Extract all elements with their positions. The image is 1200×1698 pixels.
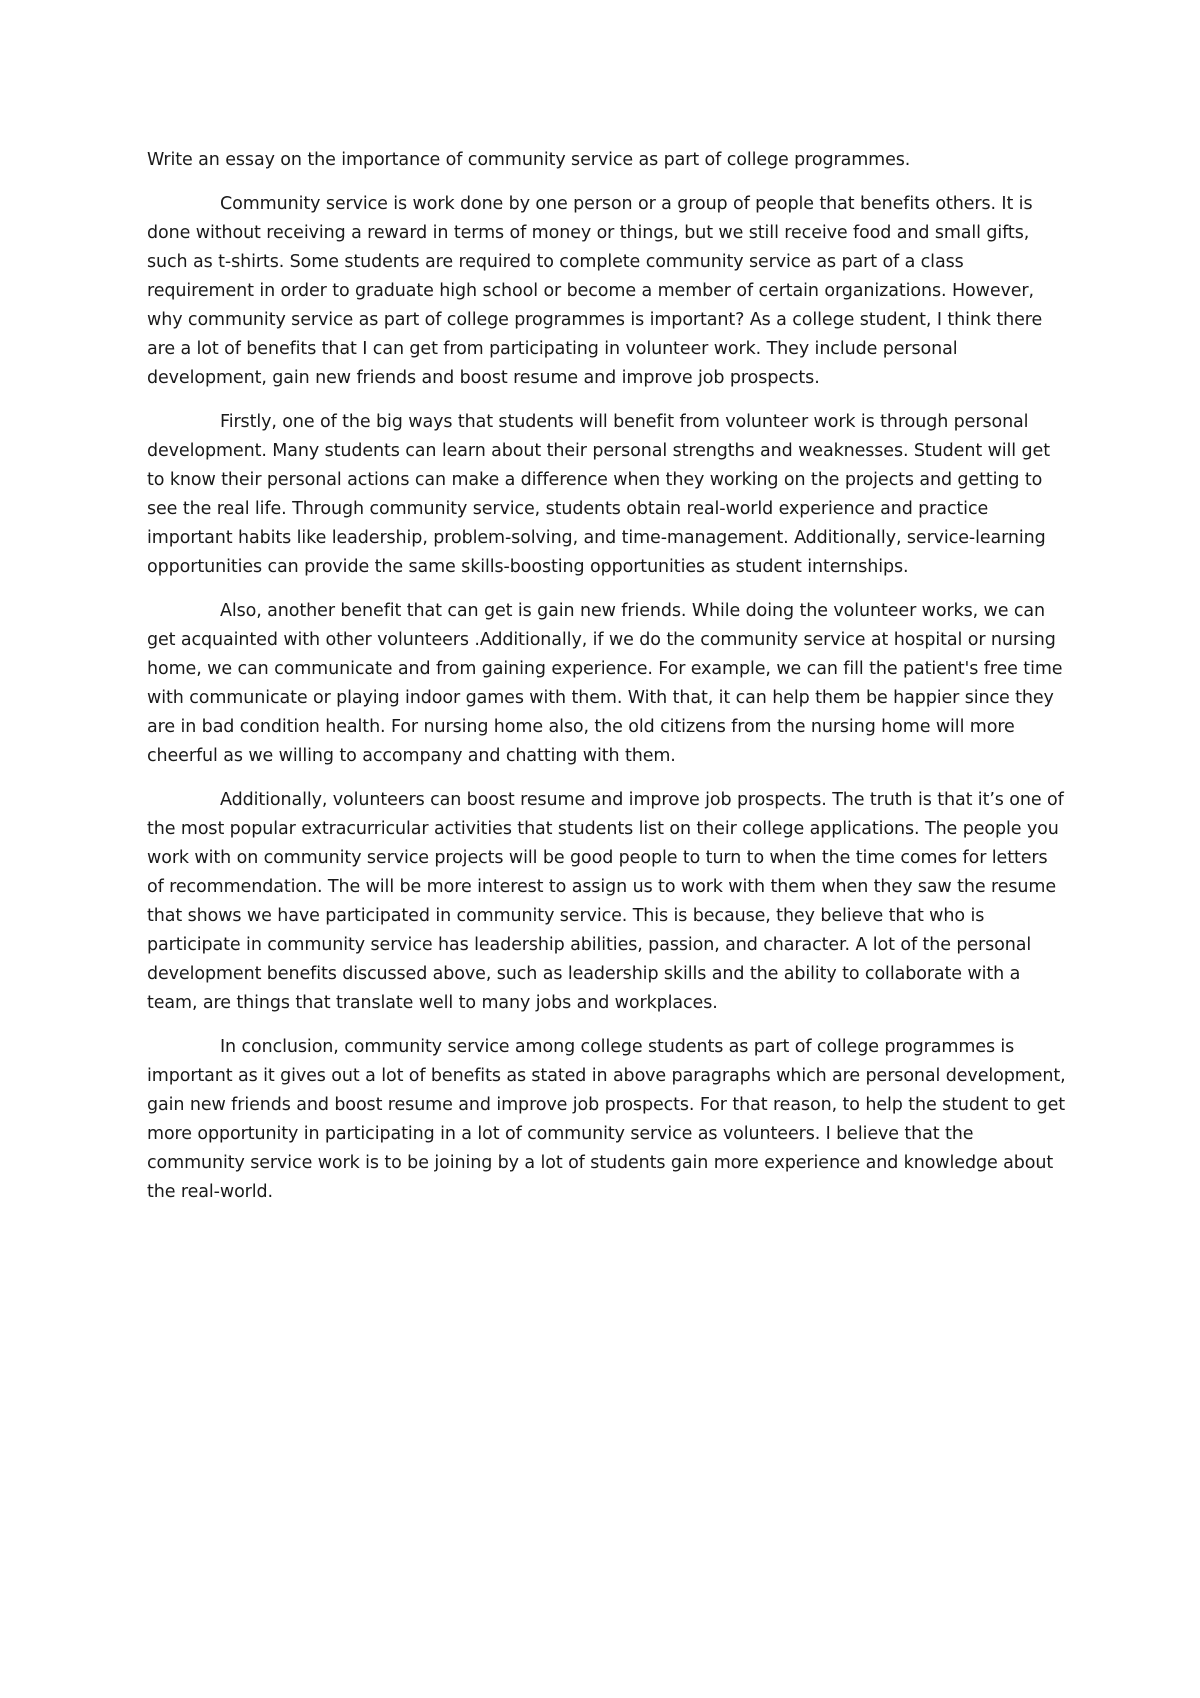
paragraph-resume-job-prospects: Additionally, volunteers can boost resume and improve job prospects. The truth is that it’s one of the most popular extracurricular activities that students list on their college applications. The people you work with on community service projects will be good people to turn to when the time comes for letters of recommendation. The will be more interest to assign us to work with them when they saw the resume that shows we have participated in community service. This is because, they believe that who is participate in community service has leadership abilities, passion, and character. A lot of the personal development benefits discussed above, such as leadership skills and the ability to collaborate with a team, are things that translate well to many jobs and workplaces. (147, 790, 1064, 1013)
paragraph-conclusion: In conclusion, community service among college students as part of college programmes is important as it gives out a lot of benefits as stated in above paragraphs which are personal development, gain new friends and boost resume and improve job prospects. For that reason, to help the student to get more opportunity in participating in a lot of community service as volunteers. I believe that the community service work is to be joining by a lot of students gain more experience and knowledge about the real-world. (147, 1037, 1066, 1202)
paragraph-new-friends: Also, another benefit that can get is gain new friends. While doing the volunteer works, we can get acquainted with other volunteers .Additionally, if we do the community service at hospital or nursing home, we can communicate and from gaining experience. For example, we can fill the patient's free time with communicate or playing indoor games with them. With that, it can help them be happier since they are in bad condition health. For nursing home also, the old citizens from the nursing home will more cheerful as we willing to accompany and chatting with them. (147, 601, 1063, 766)
essay-prompt: Write an essay on the importance of community service as part of college programmes. (147, 150, 911, 170)
paragraph-introduction: Community service is work done by one person or a group of people that benefits others. It is done without receiving a reward in terms of money or things, but we still receive food and small gifts, such as t-shirts. Some students are required to complete community service as part of a class requirement in order to graduate high school or become a member of certain organizations. However, why community service as part of college programmes is important? As a college student, I think there are a lot of benefits that I can get from participating in volunteer work. They include personal development, gain new friends and boost resume and improve job prospects. (147, 194, 1043, 388)
essay-body (147, 146, 1068, 1222)
paragraph-personal-development: Firstly, one of the big ways that students will benefit from volunteer work is through personal development. Many students can learn about their personal strengths and weaknesses. Student will get to know their personal actions can make a difference when they working on the projects and getting to see the real life. Through community service, students obtain real-world experience and practice important habits like leadership, problem-solving, and time-management. Additionally, service-learning opportunities can provide the same skills-boosting opportunities as student internships. (147, 412, 1050, 577)
